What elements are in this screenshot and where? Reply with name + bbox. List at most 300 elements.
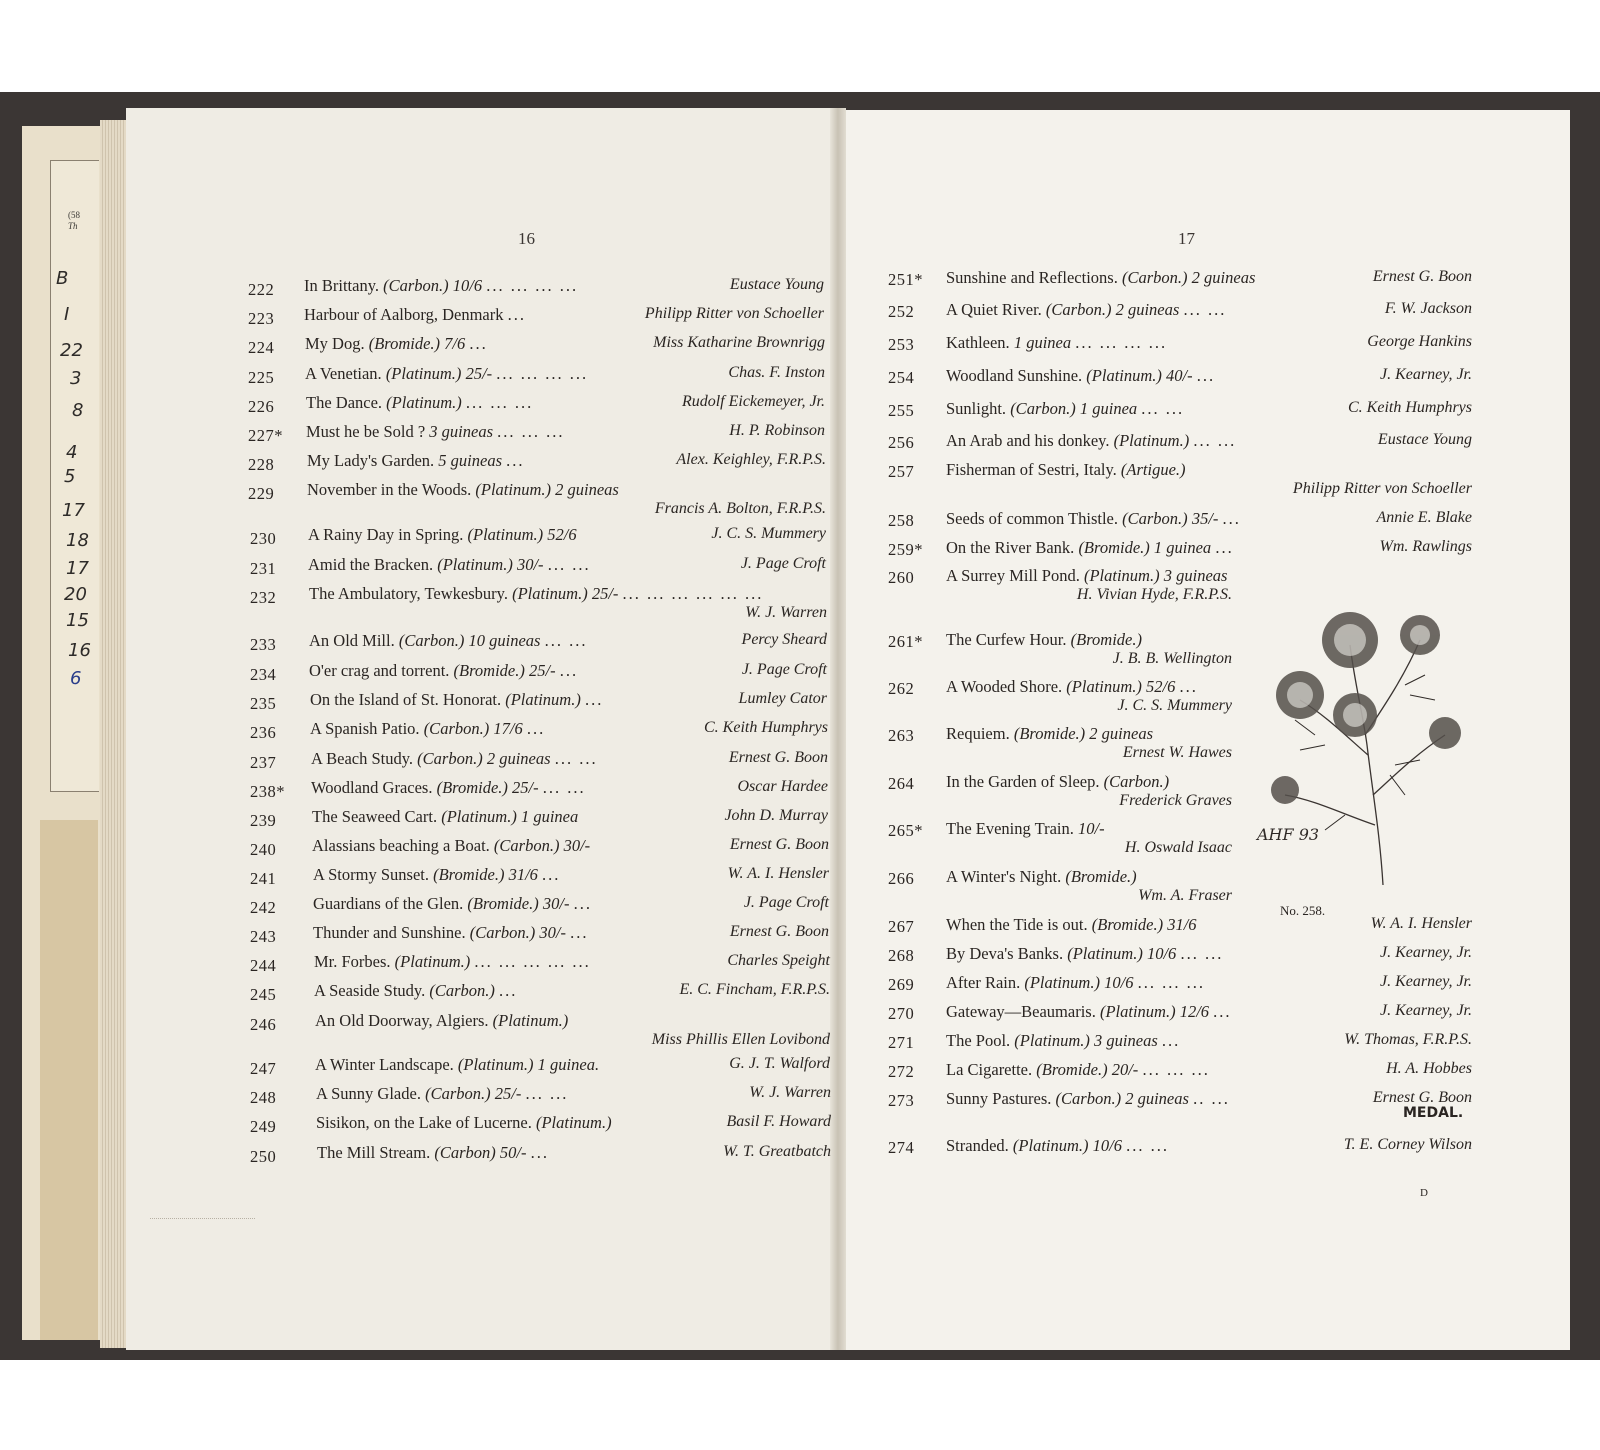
entry-filler: ... ...	[1183, 300, 1227, 319]
entry-filler: ...	[559, 661, 579, 680]
entry-price: 3 guineas	[429, 422, 494, 441]
entry-proc: (Carbon.)	[469, 923, 536, 942]
entry-proc: (Platinum.)	[1086, 366, 1162, 385]
entry-number: 267	[888, 917, 915, 936]
entry-price: 1 guinea.	[537, 1055, 600, 1074]
entry-proc: (Platinum.)	[467, 525, 544, 544]
entry-title: Woodland Sunshine.	[946, 366, 1083, 385]
entry-price: 25/-	[512, 778, 539, 797]
entry-proc: (Bromide.)	[1065, 867, 1137, 886]
entry-artist: Frederick Graves	[1119, 792, 1232, 809]
entry-artist: H. P. Robinson	[729, 422, 825, 439]
entry-title-line	[305, 334, 488, 354]
entry-proc: (Platinum.)	[535, 1113, 612, 1132]
entry-number: 231	[250, 559, 277, 578]
entry-artist: J. Page Croft	[743, 894, 829, 911]
entry-number: 224	[248, 338, 275, 357]
handwritten-mark: 18	[66, 530, 89, 551]
entry-number: 248	[250, 1088, 277, 1107]
entry-title: Woodland Graces.	[311, 778, 433, 797]
entry-title-line	[946, 944, 1223, 964]
entry-filler: ...	[570, 923, 589, 942]
entry-title-line	[309, 631, 587, 651]
entry-artist: Miss Phillis Ellen Lovibond	[651, 1031, 830, 1048]
entry-filler: ...	[1161, 1031, 1181, 1050]
thistle-branch-low	[1285, 795, 1375, 825]
entry-number: 259*	[888, 540, 923, 559]
entry-title: A Quiet River.	[946, 300, 1042, 319]
entry-title-line	[304, 305, 526, 325]
entry-number: 265*	[888, 821, 923, 840]
entry-filler: ...	[469, 334, 488, 353]
entry-price: 30/-	[516, 555, 544, 574]
entry-proc: (Platinum.)	[385, 364, 462, 383]
entry-title: Seeds of common Thistle.	[946, 509, 1119, 528]
handwritten-mark: I	[64, 304, 70, 325]
entry-title: Gateway—Beaumaris.	[946, 1002, 1096, 1021]
entry-title-line	[313, 923, 589, 943]
entry-proc: (Platinum.)	[1024, 973, 1100, 992]
entry-filler: ...	[1222, 509, 1241, 528]
entry-title: A Venetian.	[305, 364, 382, 383]
entry-number: 246	[250, 1015, 277, 1034]
entry-number: 234	[250, 665, 277, 684]
entry-artist: C. Keith Humphrys	[1348, 399, 1472, 416]
entry-number: 266	[888, 869, 915, 888]
entry-artist: J. Kearney, Jr.	[1380, 973, 1472, 990]
entry-title-line	[946, 1136, 1169, 1156]
entry-title: The Evening Train.	[946, 819, 1074, 838]
entry-title-line	[315, 1011, 568, 1031]
entry-title: Sunshine and Reflections.	[946, 268, 1118, 287]
entry-title-line	[316, 1113, 612, 1133]
entry-number: 264	[888, 774, 915, 793]
handwritten-mark: 8	[72, 400, 84, 421]
entry-proc: (Platinum.)	[437, 555, 513, 574]
entry-number: 261*	[888, 632, 923, 651]
entry-artist: Eustace Young	[729, 276, 824, 293]
entry-proc: (Carbon.)	[398, 631, 465, 650]
entry-title: Sunny Pastures.	[946, 1089, 1052, 1108]
entry-filler: ... ... ... ... ...	[474, 952, 591, 971]
entry-title-line	[946, 538, 1234, 558]
entry-artist: J. B. B. Wellington	[1112, 650, 1232, 667]
entry-filler: ... ... ... ...	[486, 276, 579, 295]
entry-artist: T. E. Corney Wilson	[1343, 1136, 1472, 1153]
entry-proc: (Platinum.)	[512, 584, 588, 603]
entry-artist: E. C. Fincham, F.R.P.S.	[679, 981, 830, 998]
entry-number: 271	[888, 1033, 915, 1052]
entry-title-line	[946, 1060, 1210, 1080]
entry-proc: (Carbon.)	[1122, 509, 1188, 528]
entry-artist: J. C. S. Mummery	[711, 525, 826, 542]
entry-proc: (Artigue.)	[1120, 460, 1186, 479]
entry-proc: (Platinum.)	[457, 1055, 534, 1074]
entry-title: Stranded.	[946, 1136, 1009, 1155]
entry-title: Sisikon, on the Lake of Lucerne.	[316, 1113, 532, 1132]
entry-title-line	[946, 399, 1184, 419]
entry-price: 5 guineas	[438, 451, 502, 470]
entry-artist: Charles Speight	[727, 952, 830, 969]
entry-proc: (Platinum.)	[1083, 566, 1160, 585]
entry-number: 242	[250, 898, 277, 917]
entry-proc: (Bromide.)	[1036, 1060, 1108, 1079]
entry-title-line	[312, 807, 578, 827]
entry-number: 237	[250, 753, 277, 772]
entry-artist: Wm. A. Fraser	[1138, 887, 1232, 904]
entry-artist: H. A. Hobbes	[1386, 1060, 1472, 1077]
entry-title: An Old Doorway, Algiers.	[315, 1011, 489, 1030]
entry-proc: (Carbon.)	[425, 1084, 491, 1103]
entry-title: A Stormy Sunset.	[313, 865, 429, 884]
entry-filler: ... ... ... ...	[1075, 333, 1168, 352]
entry-price: 50/-	[499, 1143, 527, 1162]
entry-proc: (Platinum.)	[1014, 1031, 1090, 1050]
entry-number: 268	[888, 946, 915, 965]
entry-title-line	[946, 915, 1197, 935]
entry-title-line	[313, 894, 592, 914]
entry-artist: Rudolf Eickemeyer, Jr.	[681, 393, 825, 410]
entry-filler: ...	[499, 981, 518, 1000]
entry-proc: (Carbon.)	[493, 836, 560, 855]
entry-title: Sunlight.	[946, 399, 1007, 418]
signature-mark: D	[1420, 1187, 1428, 1199]
entry-filler: ... ...	[542, 778, 586, 797]
entry-price: 30/-	[539, 923, 566, 942]
entry-number: 240	[250, 840, 277, 859]
entry-number: 229	[248, 484, 275, 503]
entry-artist: Oscar Hardee	[737, 778, 828, 795]
entry-title: A Spanish Patio.	[310, 719, 420, 738]
entry-proc: (Carbon)	[434, 1143, 496, 1162]
entry-title: My Dog.	[305, 334, 365, 353]
entry-number: 233	[250, 635, 277, 654]
inlay-label-text: (58 Th	[68, 210, 80, 231]
entry-proc: (Carbon.)	[417, 749, 483, 768]
book-gutter	[830, 108, 846, 1350]
entry-filler: ... ...	[547, 555, 591, 574]
entry-price: 3 guineas	[1094, 1031, 1158, 1050]
entry-number: 269	[888, 975, 915, 994]
entry-artist: W. A. I. Hensler	[727, 865, 829, 882]
entry-artist: Philipp Ritter von Schoeller	[1292, 480, 1472, 497]
entry-artist: Ernest G. Boon	[729, 836, 829, 853]
entry-artist: Ernest G. Boon	[1372, 268, 1472, 285]
entry-number: 249	[250, 1117, 277, 1136]
entry-title-line	[946, 1002, 1232, 1022]
entry-filler: ...	[1213, 1002, 1232, 1021]
entry-number: 255	[888, 401, 915, 420]
entry-number: 222	[248, 280, 275, 299]
entry-title: Amid the Bracken.	[308, 555, 434, 574]
entry-artist: Philipp Ritter von Schoeller	[644, 305, 824, 322]
entry-title: In Brittany.	[304, 276, 379, 295]
entry-proc: (Platinum.)	[1012, 1136, 1089, 1155]
page-edges	[100, 120, 128, 1348]
entry-number: 254	[888, 368, 915, 387]
entry-price: 52/6	[547, 525, 577, 544]
entry-artist: Miss Katharine Brownrigg	[653, 334, 825, 351]
entry-proc: (Platinum.)	[394, 952, 471, 971]
entry-title: Must he be Sold ?	[306, 422, 426, 441]
entry-number: 258	[888, 511, 915, 530]
entry-number: 257	[888, 462, 915, 481]
entry-title-line	[306, 393, 533, 413]
entry-price: 7/6	[444, 334, 466, 353]
entry-filler: ...	[573, 894, 592, 913]
entry-price: 2 guineas	[1191, 268, 1256, 287]
entry-artist: W. Thomas, F.R.P.S.	[1344, 1031, 1472, 1048]
entry-number: 238*	[250, 782, 285, 801]
entry-artist: Francis A. Bolton, F.R.P.S.	[654, 500, 826, 517]
entry-proc: (Carbon.)	[423, 719, 490, 738]
thistle-stem	[1350, 645, 1383, 885]
entry-title-line	[946, 819, 1105, 839]
entry-proc: (Bromide.)	[1013, 724, 1086, 743]
entry-artist: J. Kearney, Jr.	[1380, 944, 1472, 961]
entry-price: 3 guineas	[1163, 566, 1228, 585]
handwritten-mark: 16	[68, 640, 91, 661]
entry-title: In the Garden of Sleep.	[946, 772, 1100, 791]
thistle-head-6	[1271, 776, 1299, 804]
entry-title: The Ambulatory, Tewkesbury.	[309, 584, 508, 603]
entry-proc: (Platinum.)	[441, 807, 517, 826]
entry-proc: (Bromide.)	[1070, 630, 1142, 649]
entry-title-line	[311, 778, 586, 798]
entry-title-line	[946, 333, 1167, 353]
entry-title: A Sunny Glade.	[316, 1084, 421, 1103]
entry-title-line	[946, 772, 1169, 792]
entry-artist: C. Keith Humphrys	[704, 719, 828, 736]
entry-price: 2 guineas	[1089, 724, 1153, 743]
entry-title-line	[308, 525, 577, 545]
handwritten-mark: 17	[62, 500, 85, 521]
entry-title-line	[946, 724, 1153, 744]
entry-number: 225	[248, 368, 275, 387]
entry-proc: (Platinum.)	[505, 690, 581, 709]
entry-filler: ...	[506, 451, 525, 470]
entry-title-line	[307, 480, 619, 500]
entry-title: The Mill Stream.	[317, 1143, 431, 1162]
entry-proc: (Platinum.)	[1099, 1002, 1176, 1021]
entry-title: Kathleen.	[946, 333, 1010, 352]
handwritten-mark: B	[56, 268, 69, 289]
entry-title-line	[946, 867, 1137, 887]
entry-title: The Dance.	[306, 393, 383, 412]
entry-title-line	[946, 1089, 1230, 1109]
entry-number: 239	[250, 811, 277, 830]
entry-price: 10/6	[1092, 1136, 1122, 1155]
entry-price: 30/-	[542, 894, 570, 913]
entry-filler: ...	[584, 690, 604, 709]
entry-number: 272	[888, 1062, 915, 1081]
entry-price: 1 guinea	[1153, 538, 1212, 557]
handwritten-mark: 15	[66, 610, 89, 631]
entry-number: 273	[888, 1091, 915, 1110]
inlay-paper-strip	[40, 820, 98, 1340]
entry-title-line	[310, 719, 545, 739]
entry-title: By Deva's Banks.	[946, 944, 1064, 963]
entry-title: On the Island of St. Honorat.	[310, 690, 502, 709]
entry-number: 241	[250, 869, 277, 888]
entry-artist: Lumley Cator	[738, 690, 827, 707]
entry-title-line	[311, 749, 598, 769]
entry-price: 2 guineas	[1125, 1089, 1189, 1108]
entry-title: An Old Mill.	[309, 631, 395, 650]
entry-number: 230	[250, 529, 277, 548]
entry-number: 262	[888, 679, 915, 698]
entry-title-line	[309, 584, 763, 604]
entry-proc: (Bromide.)	[433, 865, 505, 884]
entry-title-line	[304, 276, 578, 296]
entry-filler: ... ...	[554, 749, 598, 768]
entry-title-line	[310, 690, 603, 710]
entry-title: The Curfew Hour.	[946, 630, 1067, 649]
entry-proc: (Platinum.)	[1066, 677, 1142, 696]
entry-proc: (Platinum.)	[1067, 944, 1143, 963]
entry-artist: Ernest G. Boon	[728, 749, 828, 766]
entry-artist: Ernest G. Boon	[729, 923, 829, 940]
entry-artist: Annie E. Blake	[1376, 509, 1472, 526]
entry-artist: F. W. Jackson	[1384, 300, 1472, 317]
entry-title-line	[946, 268, 1255, 288]
entry-price: 17/6	[493, 719, 523, 738]
entry-proc: (Bromide.)	[436, 778, 508, 797]
medal-label: MEDAL.	[1403, 1105, 1464, 1121]
entry-title-line	[312, 836, 590, 856]
entry-number: 260	[888, 568, 915, 587]
entry-title: Alassians beaching a Boat.	[312, 836, 490, 855]
entry-artist: Wm. Rawlings	[1379, 538, 1472, 555]
plate-monogram: AHF 93	[1257, 825, 1320, 844]
entry-price: 1 guinea	[520, 807, 579, 826]
entry-price: 30/-	[563, 836, 591, 855]
entry-title-line	[316, 1084, 568, 1104]
entry-title-line	[314, 981, 517, 1001]
entry-title: A Winter Landscape.	[315, 1055, 454, 1074]
entry-title: The Seaweed Cart.	[312, 807, 438, 826]
handwritten-mark: 4	[66, 442, 78, 463]
entry-artist: W. J. Warren	[745, 604, 827, 621]
entry-filler: ... ...	[1141, 399, 1185, 418]
entry-filler: ... ...	[525, 1084, 569, 1103]
entry-filler: ...	[1196, 366, 1216, 385]
entry-number: 253	[888, 335, 915, 354]
entry-filler: ... ... ... ... ... ...	[622, 584, 764, 603]
entry-number: 250	[250, 1147, 277, 1166]
entry-title-line	[313, 865, 560, 885]
entry-price: 25/-	[591, 584, 619, 603]
entry-artist: J. Page Croft	[741, 661, 827, 678]
entry-title-line	[306, 422, 565, 442]
plate-caption: No. 258.	[1280, 903, 1326, 918]
entry-proc: (Carbon.)	[429, 981, 495, 1000]
entry-artist: G. J. T. Walford	[729, 1055, 830, 1072]
entry-title-line	[305, 364, 588, 384]
entry-price: 40/-	[1166, 366, 1193, 385]
entry-filler: ... ...	[1193, 431, 1237, 450]
entry-number: 270	[888, 1004, 915, 1023]
entry-title-line	[946, 300, 1226, 320]
entry-filler: ...	[526, 719, 546, 738]
entry-proc: (Bromide.)	[368, 334, 441, 353]
entry-artist: J. Kearney, Jr.	[1380, 366, 1472, 383]
entry-filler: ...	[507, 305, 526, 324]
entry-title: An Arab and his donkey.	[946, 431, 1110, 450]
entry-number: 226	[248, 397, 275, 416]
entry-artist: H. Vivian Hyde, F.R.P.S.	[1076, 586, 1232, 603]
entry-title-line	[946, 973, 1205, 993]
entry-number: 256	[888, 433, 915, 452]
entry-price: 10/-	[1078, 819, 1105, 838]
entry-title: November in the Woods.	[307, 480, 472, 499]
entry-number: 263	[888, 726, 915, 745]
entry-title-line	[309, 661, 578, 681]
entry-title-line	[946, 460, 1186, 480]
entry-filler: ...	[1179, 677, 1198, 696]
entry-proc: (Carbon.)	[383, 276, 449, 295]
entry-title: Guardians of the Glen.	[313, 894, 464, 913]
thistle-illustration	[1255, 585, 1475, 905]
entry-title: La Cigarette.	[946, 1060, 1033, 1079]
entry-artist: J. Page Croft	[740, 555, 826, 572]
entry-artist: W. A. I. Hensler	[1370, 915, 1472, 932]
entry-title: A Surrey Mill Pond.	[946, 566, 1080, 585]
handwritten-mark: 20	[64, 584, 87, 605]
entry-artist: Ernest W. Hawes	[1122, 744, 1232, 761]
entry-title: A Winter's Night.	[946, 867, 1062, 886]
entry-title-line	[946, 431, 1236, 451]
entry-number: 252	[888, 302, 915, 321]
entry-number: 243	[250, 927, 277, 946]
entry-artist: H. Oswald Isaac	[1124, 839, 1232, 856]
entry-title: A Beach Study.	[311, 749, 414, 768]
entry-title: A Seaside Study.	[314, 981, 426, 1000]
left-page-number: 16	[518, 229, 535, 248]
entry-title-line	[315, 1055, 599, 1075]
entry-filler: ... ...	[1180, 944, 1224, 963]
entry-title: Harbour of Aalborg, Denmark	[304, 305, 504, 324]
entry-price: 1 guinea	[1079, 399, 1138, 418]
entry-number: 251*	[888, 270, 923, 289]
entry-number: 247	[250, 1059, 277, 1078]
entry-title: Requiem.	[946, 724, 1010, 743]
entry-number: 228	[248, 455, 275, 474]
entry-title: O'er crag and torrent.	[309, 661, 450, 680]
entry-filler: .. ...	[1193, 1089, 1230, 1108]
entry-proc: (Bromide.)	[1078, 538, 1150, 557]
entry-price: 35/-	[1191, 509, 1219, 528]
entry-number: 232	[250, 588, 277, 607]
thistle-head-4	[1429, 717, 1461, 749]
entry-price: 31/6	[1167, 915, 1197, 934]
entry-proc: (Carbon.)	[1055, 1089, 1122, 1108]
entry-filler: ... ... ...	[497, 422, 565, 441]
entry-artist: Chas. F. Inston	[728, 364, 825, 381]
handwritten-mark: 5	[64, 466, 76, 487]
handwritten-mark: 6	[70, 668, 82, 689]
entry-title: A Rainy Day in Spring.	[308, 525, 464, 544]
entry-price: 52/6	[1146, 677, 1176, 696]
entry-number: 236	[250, 723, 277, 742]
entry-title-line	[946, 630, 1142, 650]
entry-title: Thunder and Sunshine.	[313, 923, 466, 942]
entry-artist: John D. Murray	[724, 807, 828, 824]
entry-proc: (Platinum.)	[386, 393, 462, 412]
entry-price: 2 guineas	[1115, 300, 1180, 319]
entry-filler: ...	[542, 865, 561, 884]
entry-artist: J. C. S. Mummery	[1117, 697, 1232, 714]
